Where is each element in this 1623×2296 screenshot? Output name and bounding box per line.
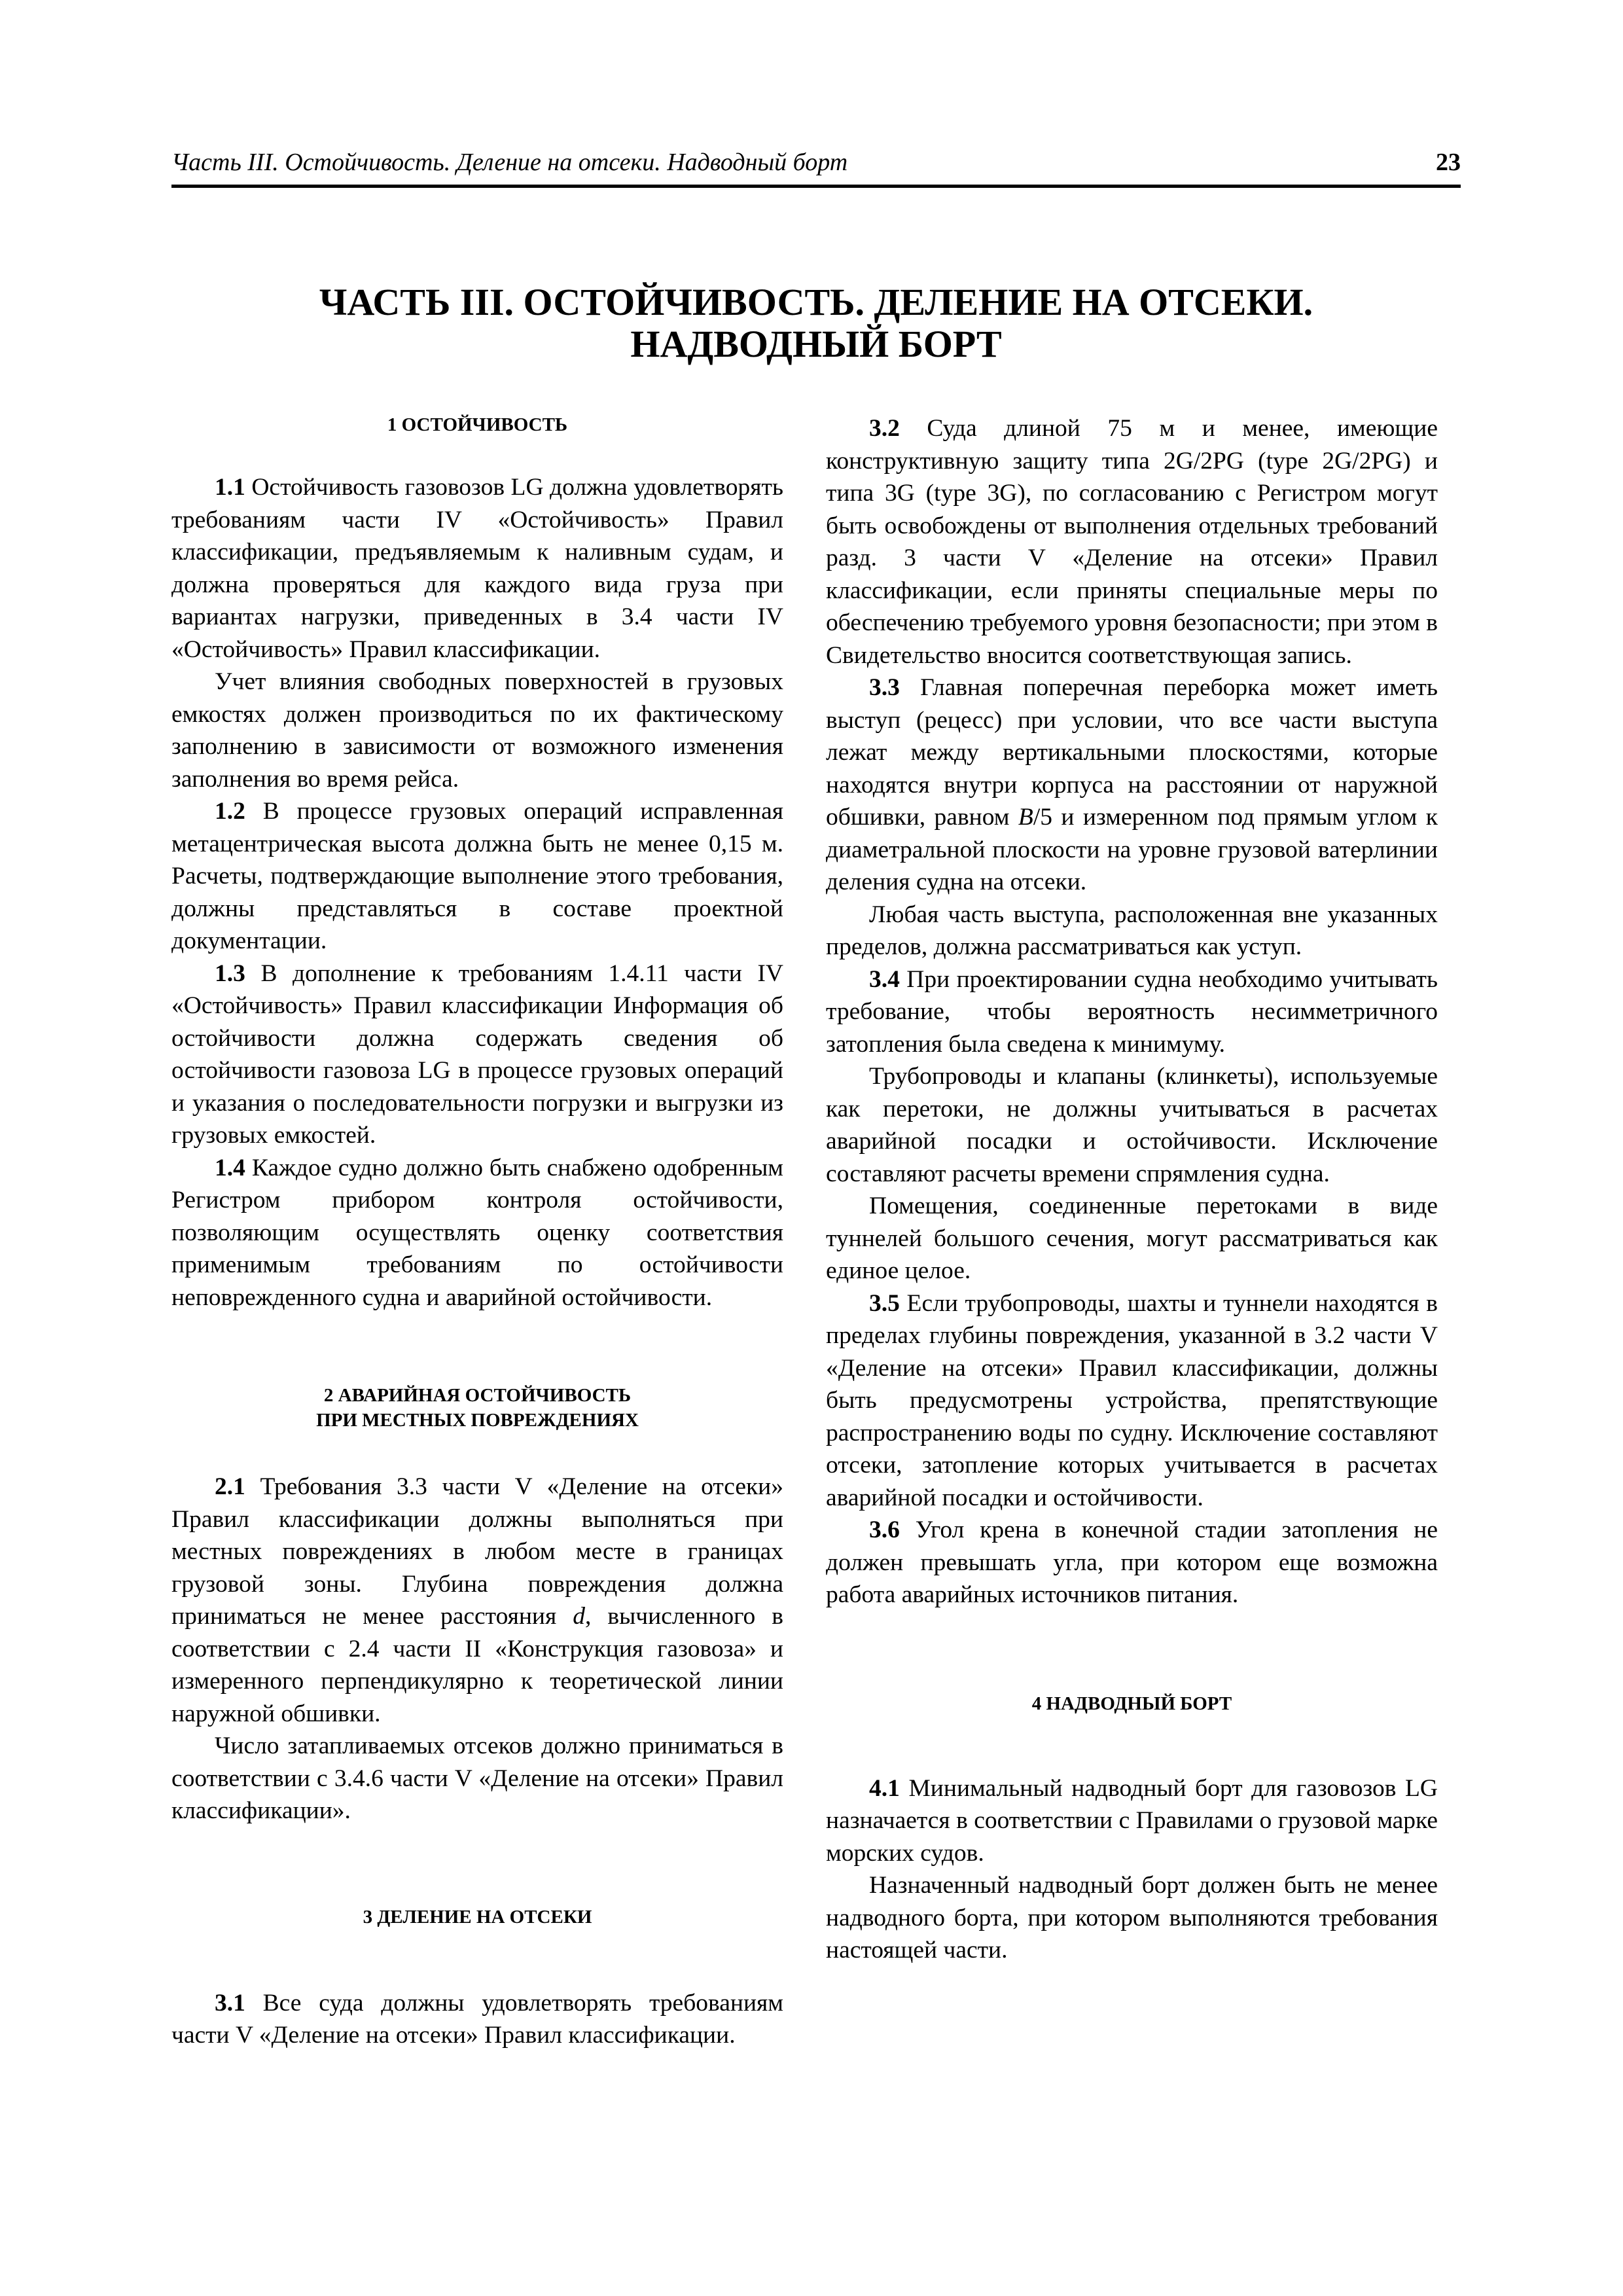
- left-column: [171, 412, 783, 2052]
- clause-number: 3.1: [215, 1989, 245, 2017]
- variable-b: B: [1018, 804, 1033, 831]
- clause-number: 1.3: [215, 960, 245, 987]
- paragraph-3-2: 3.2 Суда длиной 75 м и менее, имеющие конструктивную защиту типа 2G/2PG (type 2G/2PG) и типа 3G (type 3G), по согласованию с Регистром могут быть освобождены от выполнения отдельных требований разд. 3 части V «Деление на отсеки» Правил классификации, если приняты специальные меры по обеспечению требуемого уровня безопасности; при этом в Свидетельство вносится соответствующая запись.: [826, 415, 1438, 669]
- paragraph-2-1-b: Число затапливаемых отсеков должно приниматься в соответствии с 3.4.6 части V «Деление на отсеки» Правил классификации».: [171, 1732, 783, 1824]
- section-2-title: 2 АВАРИЙНАЯ ОСТОЙЧИВОСТЬ ПРИ МЕСТНЫХ ПОВРЕЖДЕНИЯХ: [316, 1385, 639, 1431]
- right-column: [826, 412, 1438, 1967]
- paragraph-1-1: 1.1 Остойчивость газовозов LG должна удовлетворять требованиям части IV «Остойчивость» Правил классификации, предъявляемым к наливным судам, и должна проверяться для каждого вида груза при вариантах нагрузки, приведенных в 3.4 части IV «Остойчивость» Правил классификации.: [171, 474, 783, 663]
- paragraph-3-4: 3.4 При проектировании судна необходимо учитывать требование, чтобы вероятность несимметричного затопления была сведена к минимуму.: [826, 965, 1438, 1058]
- paragraph-4-1: 4.1 Минимальный надводный борт для газовозов LG назначается в соответствии с Правилами о грузовой марке морских судов.: [826, 1774, 1438, 1867]
- paragraph-1-3: 1.3 В дополнение к требованиям 1.4.11 части IV «Остойчивость» Правил классификации Информация об остойчивости должна содержать сведения об остойчивости газовоза LG в процессе грузовых операций и указания о последовательности погрузки и выгрузки из грузовых емкостей.: [171, 960, 783, 1149]
- paragraph-1-4: 1.4 Каждое судно должно быть снабжено одобренным Регистром прибором контроля остойчивости, позволяющим осуществлять оценку соответствия применимым требованиям по остойчивости неповрежденного судна и аварийной остойчивости.: [171, 1154, 783, 1311]
- page-title: [171, 281, 1461, 365]
- paragraph-3-3-b: Любая часть выступа, расположенная вне указанных пределов, должна рассматриваться как уступ.: [826, 901, 1438, 960]
- clause-number: 3.5: [869, 1289, 900, 1317]
- clause-number: 3.2: [869, 415, 900, 442]
- paragraph-1-1-b: Учет влияния свободных поверхностей в грузовых емкостях должен производиться по их фактическому заполнению в зависимости от возможного изменения заполнения во время рейса.: [171, 668, 783, 793]
- page-title-line-2: НАДВОДНЫЙ БОРТ: [630, 323, 1002, 365]
- paragraph-3-6: 3.6 Угол крена в конечной стадии затопления не должен превышать угла, при котором еще возможна работа аварийных источников питания.: [826, 1516, 1438, 1608]
- section-4-title: 4 НАДВОДНЫЙ БОРТ: [1031, 1693, 1232, 1714]
- section-3-title: 3 ДЕЛЕНИЕ НА ОТСЕКИ: [363, 1906, 592, 1928]
- paragraph-3-4-b: Трубопроводы и клапаны (клинкеты), используемые как перетоки, не должны учитываться в расчетах аварийной посадки и остойчивости. Исключение составляют расчеты времени спрямления судна.: [826, 1063, 1438, 1187]
- page-title-line-1: ЧАСТЬ III. ОСТОЙЧИВОСТЬ. ДЕЛЕНИЕ НА ОТСЕКИ.: [319, 281, 1313, 323]
- clause-number: 3.4: [869, 965, 900, 993]
- section-1-title: 1 ОСТОЙЧИВОСТЬ: [387, 414, 568, 435]
- clause-number: 1.4: [215, 1154, 245, 1181]
- paragraph-1-2: 1.2 В процессе грузовых операций исправленная метацентрическая высота должна быть не менее 0,15 м. Расчеты, подтверждающие выполнение этого требования, должны представляться в составе проектной документации.: [171, 798, 783, 954]
- clause-number: 1.2: [215, 798, 245, 825]
- page-number: 23: [1436, 149, 1461, 176]
- running-title: Часть III. Остойчивость. Деление на отсеки. Надводный борт: [171, 149, 848, 176]
- paragraph-4-1-b: Назначенный надводный борт должен быть не менее надводного борта, при котором выполняются требования настоящей части.: [826, 1872, 1438, 1964]
- variable-d: d: [573, 1603, 585, 1630]
- clause-number: 4.1: [869, 1774, 900, 1802]
- paragraph-3-5: 3.5 Если трубопроводы, шахты и туннели находятся в пределах глубины повреждения, указанной в 3.2 части V «Деление на отсеки» Правил классификации, должны быть предусмотрены устройства, препятствующие распространению воды по судну. Исключение составляют отсеки, затопление которых учитывается в расчетах аварийной посадки и остойчивости.: [826, 1289, 1438, 1511]
- paragraph-2-1: 2.1 Требования 3.3 части V «Деление на отсеки» Правил классификации должны выполняться при местных повреждениях в любом месте в границах грузовой зоны. Глубина повреждения должна приниматься не менее расстояния d, вычисленного в соответствии с 2.4 части II «Конструкция газовоза» и измеренного перпендикулярно к теоретической линии наружной обшивки.: [171, 1473, 783, 1727]
- clause-number: 1.1: [215, 474, 245, 501]
- paragraph-3-3: 3.3 Главная поперечная переборка может иметь выступ (рецесс) при условии, что все части выступа лежат между вертикальными плоскостями, которые находятся внутри корпуса на расстоянии от наружной обшивки, равном B/5 и измеренном под прямым углом к диаметральной плоскости на уровне грузовой ватерлинии деления судна на отсеки.: [826, 674, 1438, 895]
- paragraph-3-1: 3.1 Все суда должны удовлетворять требованиям части V «Деление на отсеки» Правил классификации.: [171, 1989, 783, 2049]
- paragraph-3-4-c: Помещения, соединенные перетоками в виде туннелей большого сечения, могут рассматриваться как единое целое.: [826, 1193, 1438, 1284]
- clause-number: 2.1: [215, 1473, 245, 1500]
- page-header: [171, 145, 1461, 188]
- clause-number: 3.6: [869, 1516, 900, 1543]
- clause-number: 3.3: [869, 674, 900, 701]
